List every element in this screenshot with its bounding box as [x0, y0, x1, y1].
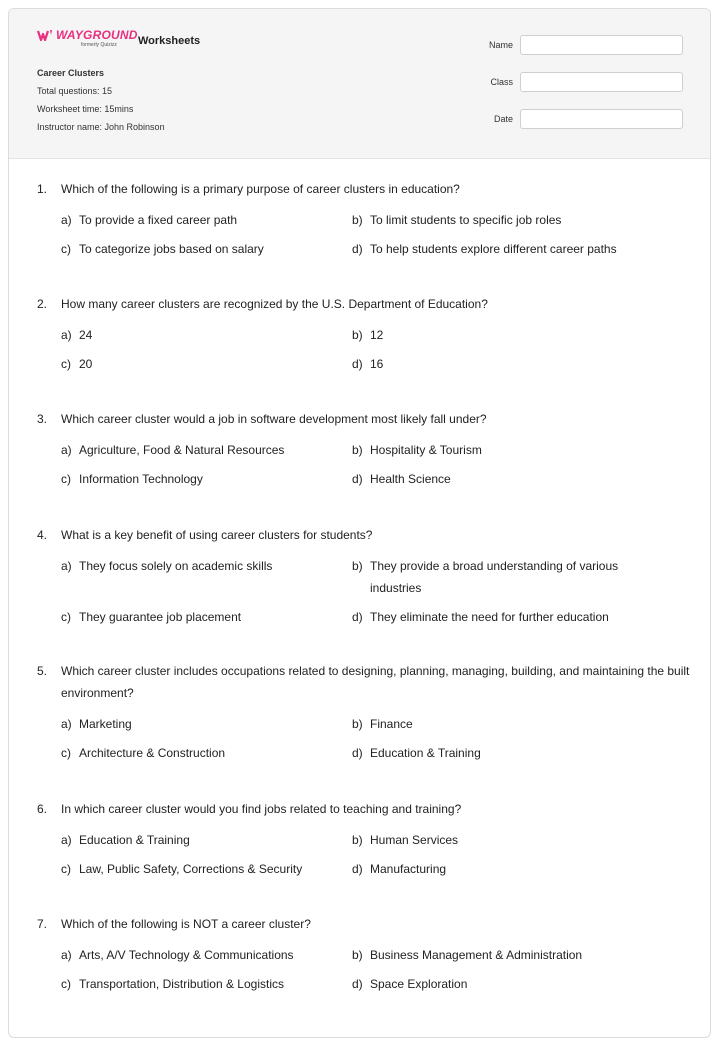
instructor-name: Instructor name: John Robinson [37, 122, 165, 132]
option-row [37, 742, 697, 764]
option-a[interactable] [37, 324, 352, 346]
option-text: Law, Public Safety, Corrections & Security [79, 862, 303, 876]
option-text: Health Science [370, 472, 451, 486]
option-letter: b) [352, 559, 363, 573]
question-number: 6. [37, 802, 48, 816]
question-line [37, 798, 697, 820]
option-d[interactable] [352, 468, 672, 490]
option-d[interactable] [352, 973, 672, 995]
option-text: 16 [370, 357, 384, 371]
option-text: Education & Training [370, 746, 481, 760]
option-letter: d) [352, 357, 363, 371]
option-c[interactable] [37, 606, 352, 628]
option-text: To limit students to specific job roles [370, 213, 562, 227]
worksheet-time: Worksheet time: 15mins [37, 104, 134, 114]
option-letter: c) [61, 977, 71, 991]
option-letter: b) [352, 948, 363, 962]
option-text: To categorize jobs based on salary [79, 242, 264, 256]
wayground-logo [37, 29, 138, 48]
option-row [37, 324, 697, 346]
answer-options [37, 555, 697, 628]
question-number: 5. [37, 664, 48, 678]
question-line [37, 408, 697, 430]
option-letter: b) [352, 328, 363, 342]
option-text: 24 [79, 328, 93, 342]
option-text: To provide a fixed career path [79, 213, 238, 227]
option-text: They eliminate the need for further education [370, 610, 609, 624]
worksheet-title: Career Clusters [37, 68, 105, 78]
question-line [37, 660, 697, 704]
wayground-mark-icon [37, 29, 53, 41]
class-input[interactable] [520, 72, 683, 92]
question-text: Which of the following is a primary purpose of career clusters in education? [61, 182, 460, 196]
option-row [37, 606, 697, 628]
option-c[interactable] [37, 742, 352, 764]
question-text: Which of the following is NOT a career cluster? [61, 917, 311, 931]
answer-options [37, 944, 697, 995]
option-letter: d) [352, 610, 363, 624]
question-text: In which career cluster would you find jobs related to teaching and training? [61, 802, 462, 816]
name-label: Name [488, 40, 513, 50]
total-questions: Total questions: 15 [37, 86, 113, 96]
question-number: 2. [37, 297, 48, 311]
option-letter: c) [61, 610, 71, 624]
question-line [37, 913, 697, 935]
option-a[interactable] [37, 209, 352, 231]
name-input[interactable] [520, 35, 683, 55]
question-number: 3. [37, 412, 48, 426]
option-letter: c) [61, 746, 71, 760]
option-row [37, 468, 697, 490]
option-text: Architecture & Construction [79, 746, 226, 760]
question-text: Which career cluster includes occupations related to designing, planning, managing, building, and maintaining the built environment? [61, 664, 690, 700]
option-letter: b) [352, 213, 363, 227]
option-letter: a) [61, 717, 72, 731]
question-number: 1. [37, 182, 48, 196]
option-d[interactable] [352, 238, 672, 260]
option-text: Human Services [370, 833, 459, 847]
question-6 [37, 798, 697, 887]
option-row [37, 829, 697, 851]
option-a[interactable] [37, 555, 352, 599]
option-letter: d) [352, 862, 363, 876]
option-letter: d) [352, 472, 363, 486]
question-4 [37, 524, 697, 635]
question-text: How many career clusters are recognized by the U.S. Department of Education? [61, 297, 488, 311]
class-label: Class [490, 77, 513, 87]
date-label: Date [493, 114, 513, 124]
option-text: They provide a broad understanding of various industries [370, 559, 619, 595]
option-text: Business Management & Administration [370, 948, 583, 962]
question-line [37, 178, 697, 200]
question-text: Which career cluster would a job in software development most likely fall under? [61, 412, 487, 426]
question-1 [37, 178, 697, 267]
option-row [37, 973, 697, 995]
option-row [37, 713, 697, 735]
option-a[interactable] [37, 439, 352, 461]
app-title: Worksheets [138, 35, 201, 47]
worksheet-header [9, 9, 710, 159]
option-text: Information Technology [79, 472, 203, 486]
option-row [37, 353, 697, 375]
question-line [37, 293, 697, 315]
question-text: What is a key benefit of using career clusters for students? [61, 528, 373, 542]
name-field-row [469, 35, 683, 55]
option-text: Education & Training [79, 833, 190, 847]
option-text: Space Exploration [370, 977, 468, 991]
question-number: 4. [37, 528, 48, 542]
option-c[interactable] [37, 468, 352, 490]
option-c[interactable] [37, 858, 352, 880]
option-text: Manufacturing [370, 862, 447, 876]
logo-text: WAYGROUND [56, 28, 138, 42]
option-text: 12 [370, 328, 384, 342]
answer-options [37, 209, 697, 260]
option-row [37, 944, 697, 966]
option-letter: a) [61, 948, 72, 962]
question-3 [37, 408, 697, 497]
option-row [37, 555, 697, 599]
option-row [37, 209, 697, 231]
option-a[interactable] [37, 944, 352, 966]
date-input[interactable] [520, 109, 683, 129]
option-b[interactable] [352, 324, 672, 346]
option-a[interactable] [37, 713, 352, 735]
option-d[interactable] [352, 742, 672, 764]
option-c[interactable] [37, 353, 352, 375]
option-letter: d) [352, 977, 363, 991]
question-number: 7. [37, 917, 48, 931]
option-letter: a) [61, 213, 72, 227]
question-line [37, 524, 697, 546]
option-text: Hospitality & Tourism [370, 443, 482, 457]
answer-options [37, 829, 697, 880]
date-field-row [469, 109, 683, 129]
option-text: They focus solely on academic skills [79, 559, 273, 573]
option-b[interactable] [352, 209, 672, 231]
option-d[interactable] [352, 606, 672, 628]
option-text: Finance [370, 717, 413, 731]
logo-subtitle: formerly Quizizz [81, 42, 117, 48]
worksheet-meta [37, 67, 165, 139]
option-letter: a) [61, 559, 72, 573]
option-c[interactable] [37, 973, 352, 995]
option-text: 20 [79, 357, 93, 371]
question-5 [37, 660, 697, 771]
option-row [37, 439, 697, 461]
option-b[interactable] [352, 713, 672, 735]
option-text: Marketing [79, 717, 132, 731]
option-text: Agriculture, Food & Natural Resources [79, 443, 285, 457]
option-letter: d) [352, 746, 363, 760]
option-b[interactable] [352, 944, 672, 966]
question-7 [37, 913, 697, 1002]
option-a[interactable] [37, 829, 352, 851]
option-text: Transportation, Distribution & Logistics [79, 977, 284, 991]
option-text: They guarantee job placement [79, 610, 242, 624]
worksheet-page [8, 8, 711, 1038]
option-letter: b) [352, 717, 363, 731]
question-2 [37, 293, 697, 382]
option-letter: b) [352, 443, 363, 457]
option-d[interactable] [352, 353, 672, 375]
option-b[interactable] [352, 439, 672, 461]
answer-options [37, 439, 697, 490]
option-row [37, 238, 697, 260]
answer-options [37, 324, 697, 375]
option-b[interactable] [352, 555, 672, 599]
option-d[interactable] [352, 858, 672, 880]
option-letter: a) [61, 328, 72, 342]
option-row [37, 858, 697, 880]
class-field-row [469, 72, 683, 92]
option-c[interactable] [37, 238, 352, 260]
option-b[interactable] [352, 829, 672, 851]
option-letter: b) [352, 833, 363, 847]
option-text: To help students explore different career paths [370, 242, 617, 256]
option-letter: d) [352, 242, 363, 256]
option-letter: c) [61, 862, 71, 876]
option-text: Arts, A/V Technology & Communications [79, 948, 294, 962]
answer-options [37, 713, 697, 764]
option-letter: a) [61, 443, 72, 457]
option-letter: c) [61, 242, 71, 256]
option-letter: c) [61, 472, 71, 486]
option-letter: a) [61, 833, 72, 847]
option-letter: c) [61, 357, 71, 371]
